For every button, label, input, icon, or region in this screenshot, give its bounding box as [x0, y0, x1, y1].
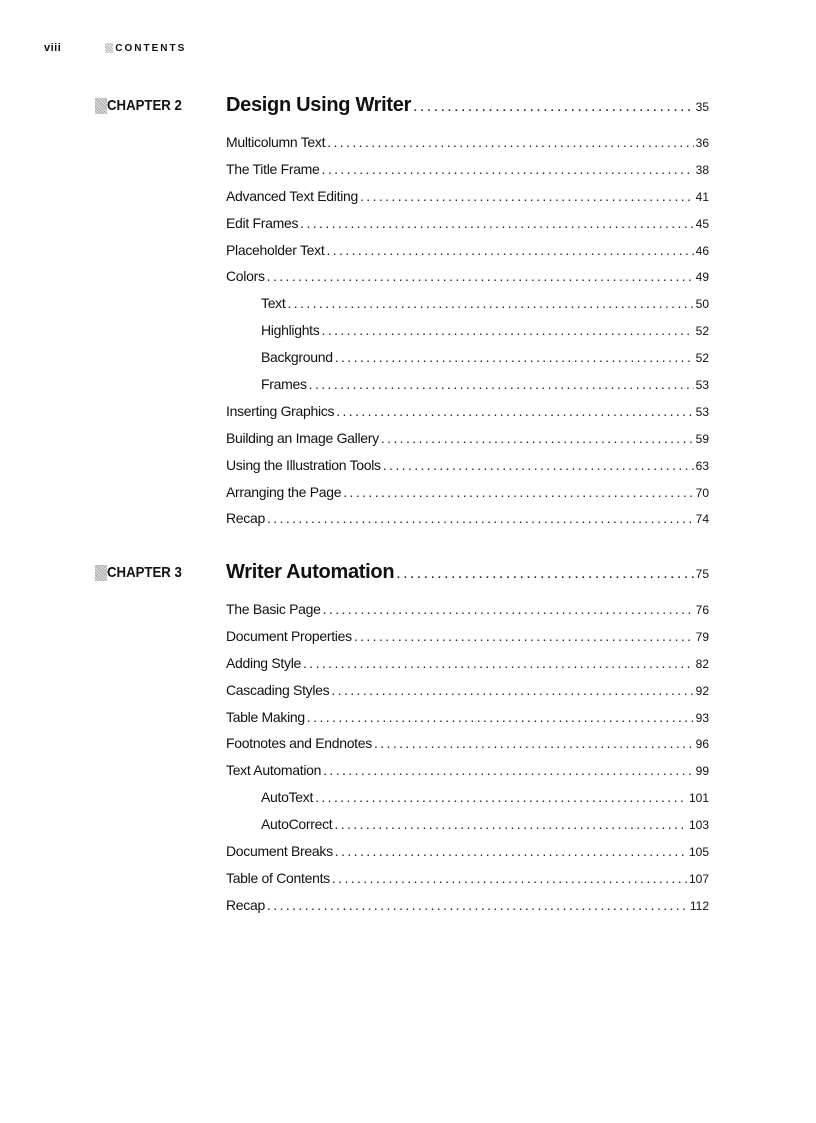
toc-entry[interactable] [226, 134, 709, 161]
entry-page-number: 53 [695, 378, 709, 393]
entry-title: Multicolumn Text [226, 134, 326, 150]
entry-title: Document Properties [226, 627, 352, 644]
chapter-number: CHAPTER 3 [107, 564, 182, 581]
entry-page-number: 92 [695, 683, 709, 698]
toc-subentry[interactable] [226, 376, 709, 403]
entry-page-number: 93 [695, 710, 709, 725]
entry-page-number: 45 [695, 216, 709, 231]
chapter-title-link[interactable] [226, 94, 709, 122]
entry-title: Placeholder Text [226, 241, 325, 258]
entry-title: Arranging the Page [226, 483, 342, 500]
entry-title: Text [261, 295, 286, 312]
entry-page-number: 36 [695, 136, 709, 150]
dot-leader [335, 843, 687, 859]
toc-entry[interactable] [226, 457, 709, 484]
entry-page-number: 96 [695, 737, 709, 752]
dot-leader [315, 789, 687, 805]
toc-subentry[interactable] [226, 295, 709, 322]
chapter-number: CHAPTER 2 [107, 97, 182, 114]
dot-leader [323, 762, 694, 778]
entry-title: Background [261, 349, 333, 366]
dot-leader [396, 565, 693, 583]
dot-leader [267, 268, 694, 284]
entry-page-number: 101 [688, 791, 709, 806]
dot-leader [321, 322, 693, 338]
entry-page-number: 52 [695, 351, 709, 366]
entry-page-number: 50 [695, 297, 709, 312]
running-head-label: CONTENTS [115, 42, 187, 54]
chapter-marker-icon [95, 565, 107, 581]
dot-leader [354, 628, 694, 644]
chapter-title-link[interactable] [226, 561, 709, 589]
toc-entry[interactable] [226, 268, 709, 295]
toc-subentry[interactable] [226, 816, 709, 843]
dot-leader [336, 403, 693, 419]
entry-title: Edit Frames [226, 214, 299, 231]
chapter-heading [95, 94, 709, 122]
toc-entry[interactable] [226, 430, 709, 457]
toc-entry[interactable] [226, 242, 709, 269]
chapter-label [95, 97, 192, 114]
chapter-title: Writer Automation [226, 561, 395, 583]
running-head [44, 40, 186, 56]
dot-leader [383, 457, 694, 473]
dot-leader [413, 98, 694, 116]
dot-leader [334, 816, 687, 832]
toc-entry[interactable] [226, 709, 709, 736]
entry-page-number: 76 [695, 603, 709, 617]
toc-entry[interactable] [226, 897, 709, 924]
entry-page-number: 41 [695, 189, 709, 204]
toc-subentry[interactable] [226, 789, 709, 816]
entry-title: The Basic Page [226, 601, 321, 617]
chapter-title: Design Using Writer [226, 94, 412, 116]
entry-page-number: 52 [695, 324, 709, 339]
chapter-heading [95, 561, 709, 589]
toc-entry[interactable] [226, 735, 709, 762]
entry-page-number: 70 [695, 485, 709, 500]
dot-leader [374, 735, 694, 751]
dot-leader [309, 376, 694, 392]
toc-entry[interactable] [226, 870, 709, 897]
entry-page-number: 79 [695, 629, 709, 644]
toc-entry-list [226, 601, 709, 924]
dot-leader [307, 709, 694, 725]
entry-page-number: 59 [695, 431, 709, 446]
entry-title: Table Making [226, 708, 305, 725]
dot-leader [360, 188, 694, 204]
entry-title: Using the Illustration Tools [226, 456, 381, 473]
header-decoration-icon [105, 43, 113, 53]
toc-entry[interactable] [226, 403, 709, 430]
chapter-page-number: 35 [695, 100, 709, 114]
page-number: viii [44, 42, 62, 54]
entry-page-number: 38 [695, 162, 709, 177]
chapter-page-number: 75 [695, 567, 709, 581]
entry-title: Document Breaks [226, 843, 333, 860]
entry-title: Table of Contents [226, 869, 330, 886]
entry-title: Highlights [261, 322, 320, 339]
dot-leader [331, 682, 693, 698]
dot-leader [343, 484, 693, 500]
entry-title: AutoText [261, 789, 314, 806]
entry-page-number: 74 [695, 512, 709, 527]
entry-title: AutoCorrect [261, 816, 333, 833]
toc-entry[interactable] [226, 161, 709, 188]
entry-title: Inserting Graphics [226, 402, 335, 419]
chapter-2-section [95, 94, 709, 537]
entry-page-number: 49 [695, 270, 709, 285]
chapter-3-section [95, 561, 709, 924]
dot-leader [267, 897, 688, 913]
toc-entry[interactable] [226, 215, 709, 242]
toc-entry[interactable] [226, 762, 709, 789]
toc-entry[interactable] [226, 682, 709, 709]
dot-leader [326, 242, 693, 258]
toc-entry[interactable] [226, 843, 709, 870]
toc-subentry[interactable] [226, 349, 709, 376]
dot-leader [332, 870, 687, 886]
toc-entry-list [226, 134, 709, 537]
toc-entry[interactable] [226, 655, 709, 682]
chapter-label [95, 564, 192, 581]
toc-subentry[interactable] [226, 322, 709, 349]
entry-page-number: 53 [695, 404, 709, 419]
dot-leader [381, 430, 694, 446]
entry-title: Recap [226, 510, 265, 527]
entry-title: Adding Style [226, 654, 302, 671]
entry-title: Cascading Styles [226, 681, 330, 698]
toc-entry[interactable] [226, 601, 709, 628]
entry-page-number: 99 [695, 764, 709, 779]
toc-entry[interactable] [226, 484, 709, 511]
entry-title: The Title Frame [226, 160, 320, 177]
entry-page-number: 105 [688, 845, 709, 860]
entry-title: Colors [226, 268, 265, 285]
entry-title: Footnotes and Endnotes [226, 735, 372, 752]
dot-leader [287, 295, 693, 311]
chapter-marker-icon [95, 98, 107, 114]
entry-page-number: 63 [695, 458, 709, 473]
entry-title: Frames [261, 376, 307, 393]
entry-title: Recap [226, 896, 265, 913]
entry-page-number: 103 [688, 818, 709, 833]
dot-leader [327, 134, 693, 150]
entry-page-number: 46 [695, 243, 709, 258]
dot-leader [322, 161, 694, 177]
entry-page-number: 82 [695, 656, 709, 671]
entry-page-number: 112 [689, 898, 709, 913]
toc-entry[interactable] [226, 510, 709, 537]
dot-leader [323, 601, 694, 617]
entry-title: Text Automation [226, 762, 322, 779]
entry-title: Building an Image Gallery [226, 429, 379, 446]
dot-leader [300, 215, 693, 231]
entry-title: Advanced Text Editing [226, 187, 358, 204]
dot-leader [335, 349, 694, 365]
dot-leader [303, 655, 694, 671]
entry-page-number: 107 [688, 871, 709, 886]
toc-entry[interactable] [226, 188, 709, 215]
dot-leader [267, 510, 694, 526]
toc-entry[interactable] [226, 628, 709, 655]
